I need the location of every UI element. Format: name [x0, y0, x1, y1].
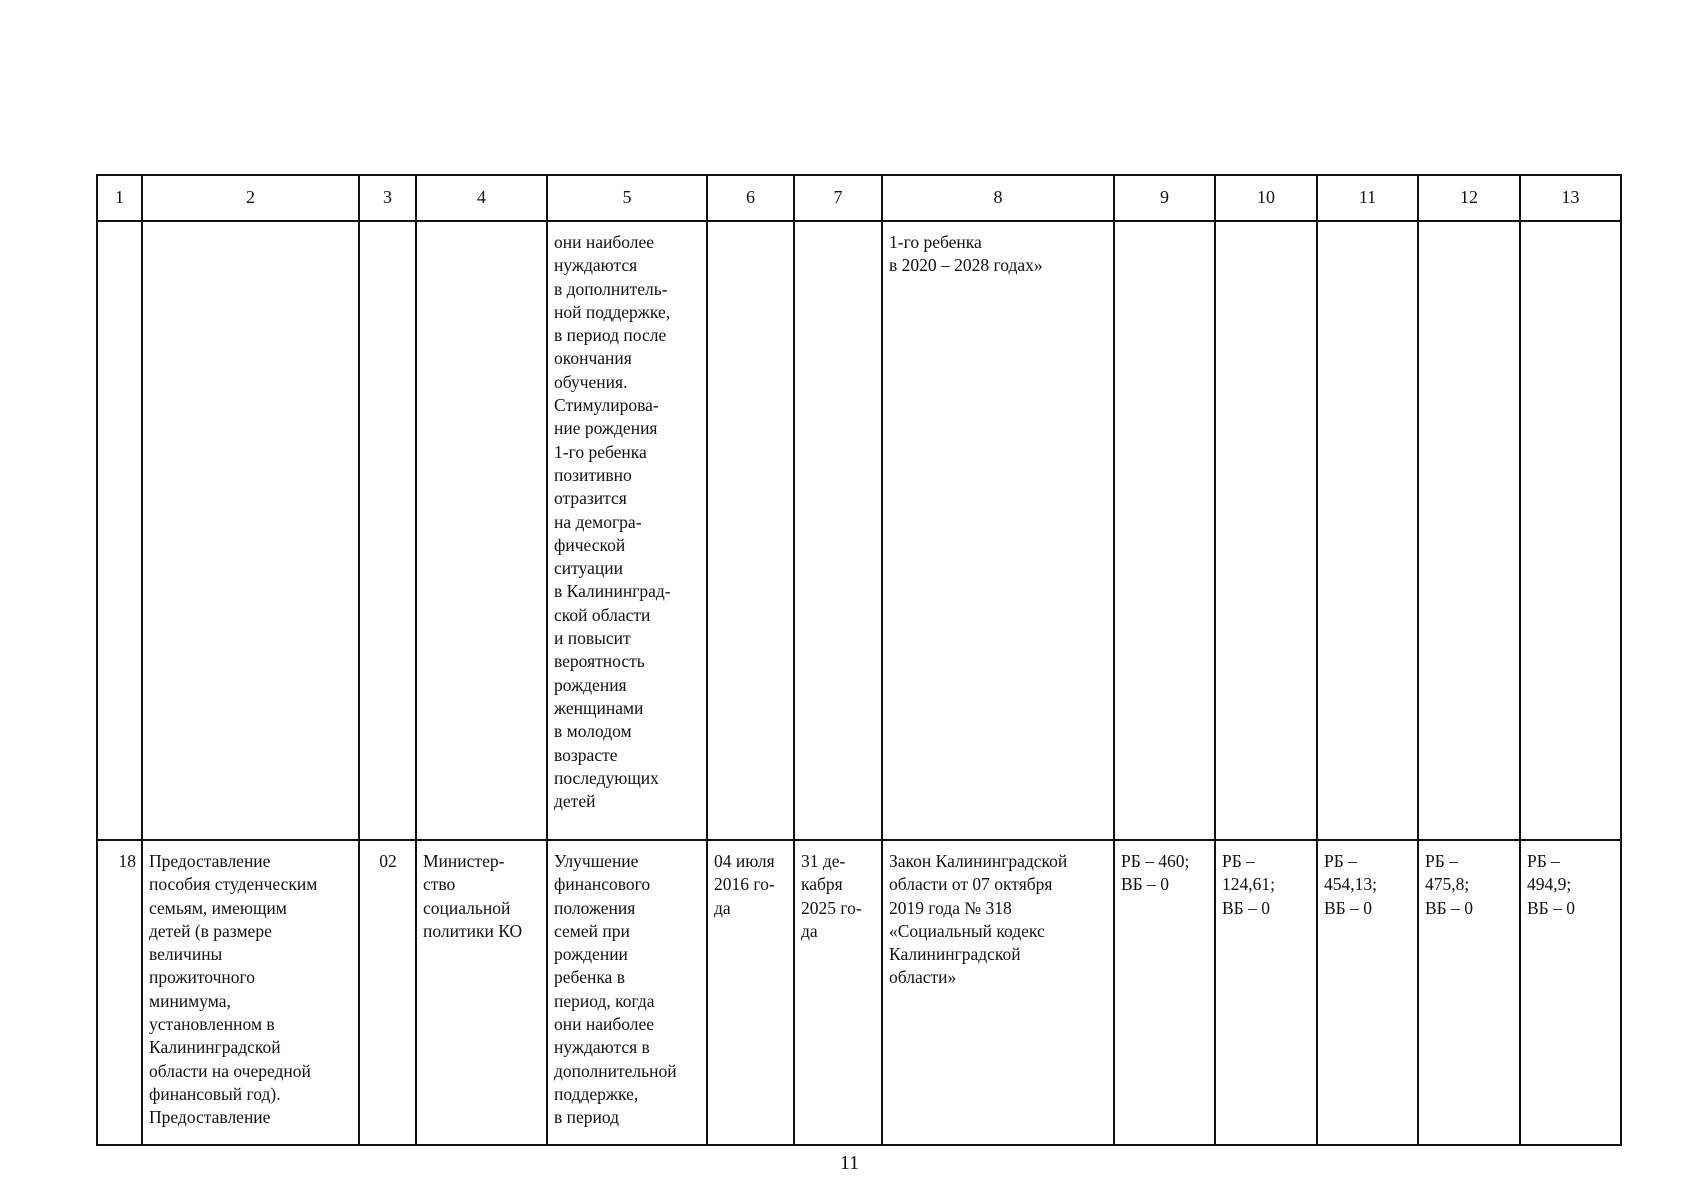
- cell-funding-9: [1114, 221, 1215, 840]
- cell-funding-11: РБ – 454,13; ВБ – 0: [1317, 840, 1418, 1145]
- cell-funding-12: РБ – 475,8; ВБ – 0: [1418, 840, 1520, 1145]
- page-number: 11: [839, 1152, 860, 1174]
- cell-funding-12: [1418, 221, 1520, 840]
- cell-code: 02: [359, 840, 416, 1145]
- column-header-6: 6: [707, 175, 794, 221]
- cell-start-date: 04 июля 2016 го- да: [707, 840, 794, 1145]
- table-header-row: [97, 175, 1621, 221]
- column-header-10: 10: [1215, 175, 1317, 221]
- cell-funding-10: РБ – 124,61; ВБ – 0: [1215, 840, 1317, 1145]
- column-header-5: 5: [547, 175, 707, 221]
- cell-funding-9: РБ – 460; ВБ – 0: [1114, 840, 1215, 1145]
- cell-start-date: [707, 221, 794, 840]
- cell-expected-result: Улучшение финансового положения семей при рождении ребенка в период, когда они наиболее нуждаются в дополнительной поддержке, в период: [547, 840, 707, 1145]
- cell-expected-result: они наиболее нуждаются в дополнитель- ной поддержке, в период после окончания обучения. Стимулирова- ние рождения 1-го ребенка позитивно отразится на демогра- фической ситуации в Калининград- ской области и повысит вероятность рождения женщинами в молодом возрасте последующих детей: [547, 221, 707, 840]
- column-header-9: 9: [1114, 175, 1215, 221]
- cell-measure-name: Предоставление пособия студенческим семьям, имеющим детей (в размере величины прожиточного минимума, установленном в Калининградской области на очередной финансовый год). Предоставление: [142, 840, 359, 1145]
- column-header-12: 12: [1418, 175, 1520, 221]
- cell-number: [97, 221, 142, 840]
- cell-funding-10: [1215, 221, 1317, 840]
- column-header-4: 4: [416, 175, 547, 221]
- column-header-1: 1: [97, 175, 142, 221]
- cell-legal-basis: Закон Калининградской области от 07 октября 2019 года № 318 «Социальный кодекс Калининградской области»: [882, 840, 1114, 1145]
- cell-funding-13: [1520, 221, 1621, 840]
- column-header-8: 8: [882, 175, 1114, 221]
- column-header-2: 2: [142, 175, 359, 221]
- cell-number: 18: [97, 840, 142, 1145]
- cell-executor: [416, 221, 547, 840]
- column-header-11: 11: [1317, 175, 1418, 221]
- cell-measure-name: [142, 221, 359, 840]
- table-row-continuation: [97, 221, 1621, 840]
- program-table: [96, 174, 1622, 1146]
- cell-funding-11: [1317, 221, 1418, 840]
- cell-legal-basis: 1-го ребенка в 2020 – 2028 годах»: [882, 221, 1114, 840]
- cell-funding-13: РБ – 494,9; ВБ – 0: [1520, 840, 1621, 1145]
- column-header-3: 3: [359, 175, 416, 221]
- column-header-13: 13: [1520, 175, 1621, 221]
- cell-end-date: [794, 221, 882, 840]
- cell-code: [359, 221, 416, 840]
- cell-executor: Министер- ство социальной политики КО: [416, 840, 547, 1145]
- column-header-7: 7: [794, 175, 882, 221]
- table-row-18: [97, 840, 1621, 1145]
- cell-end-date: 31 де- кабря 2025 го- да: [794, 840, 882, 1145]
